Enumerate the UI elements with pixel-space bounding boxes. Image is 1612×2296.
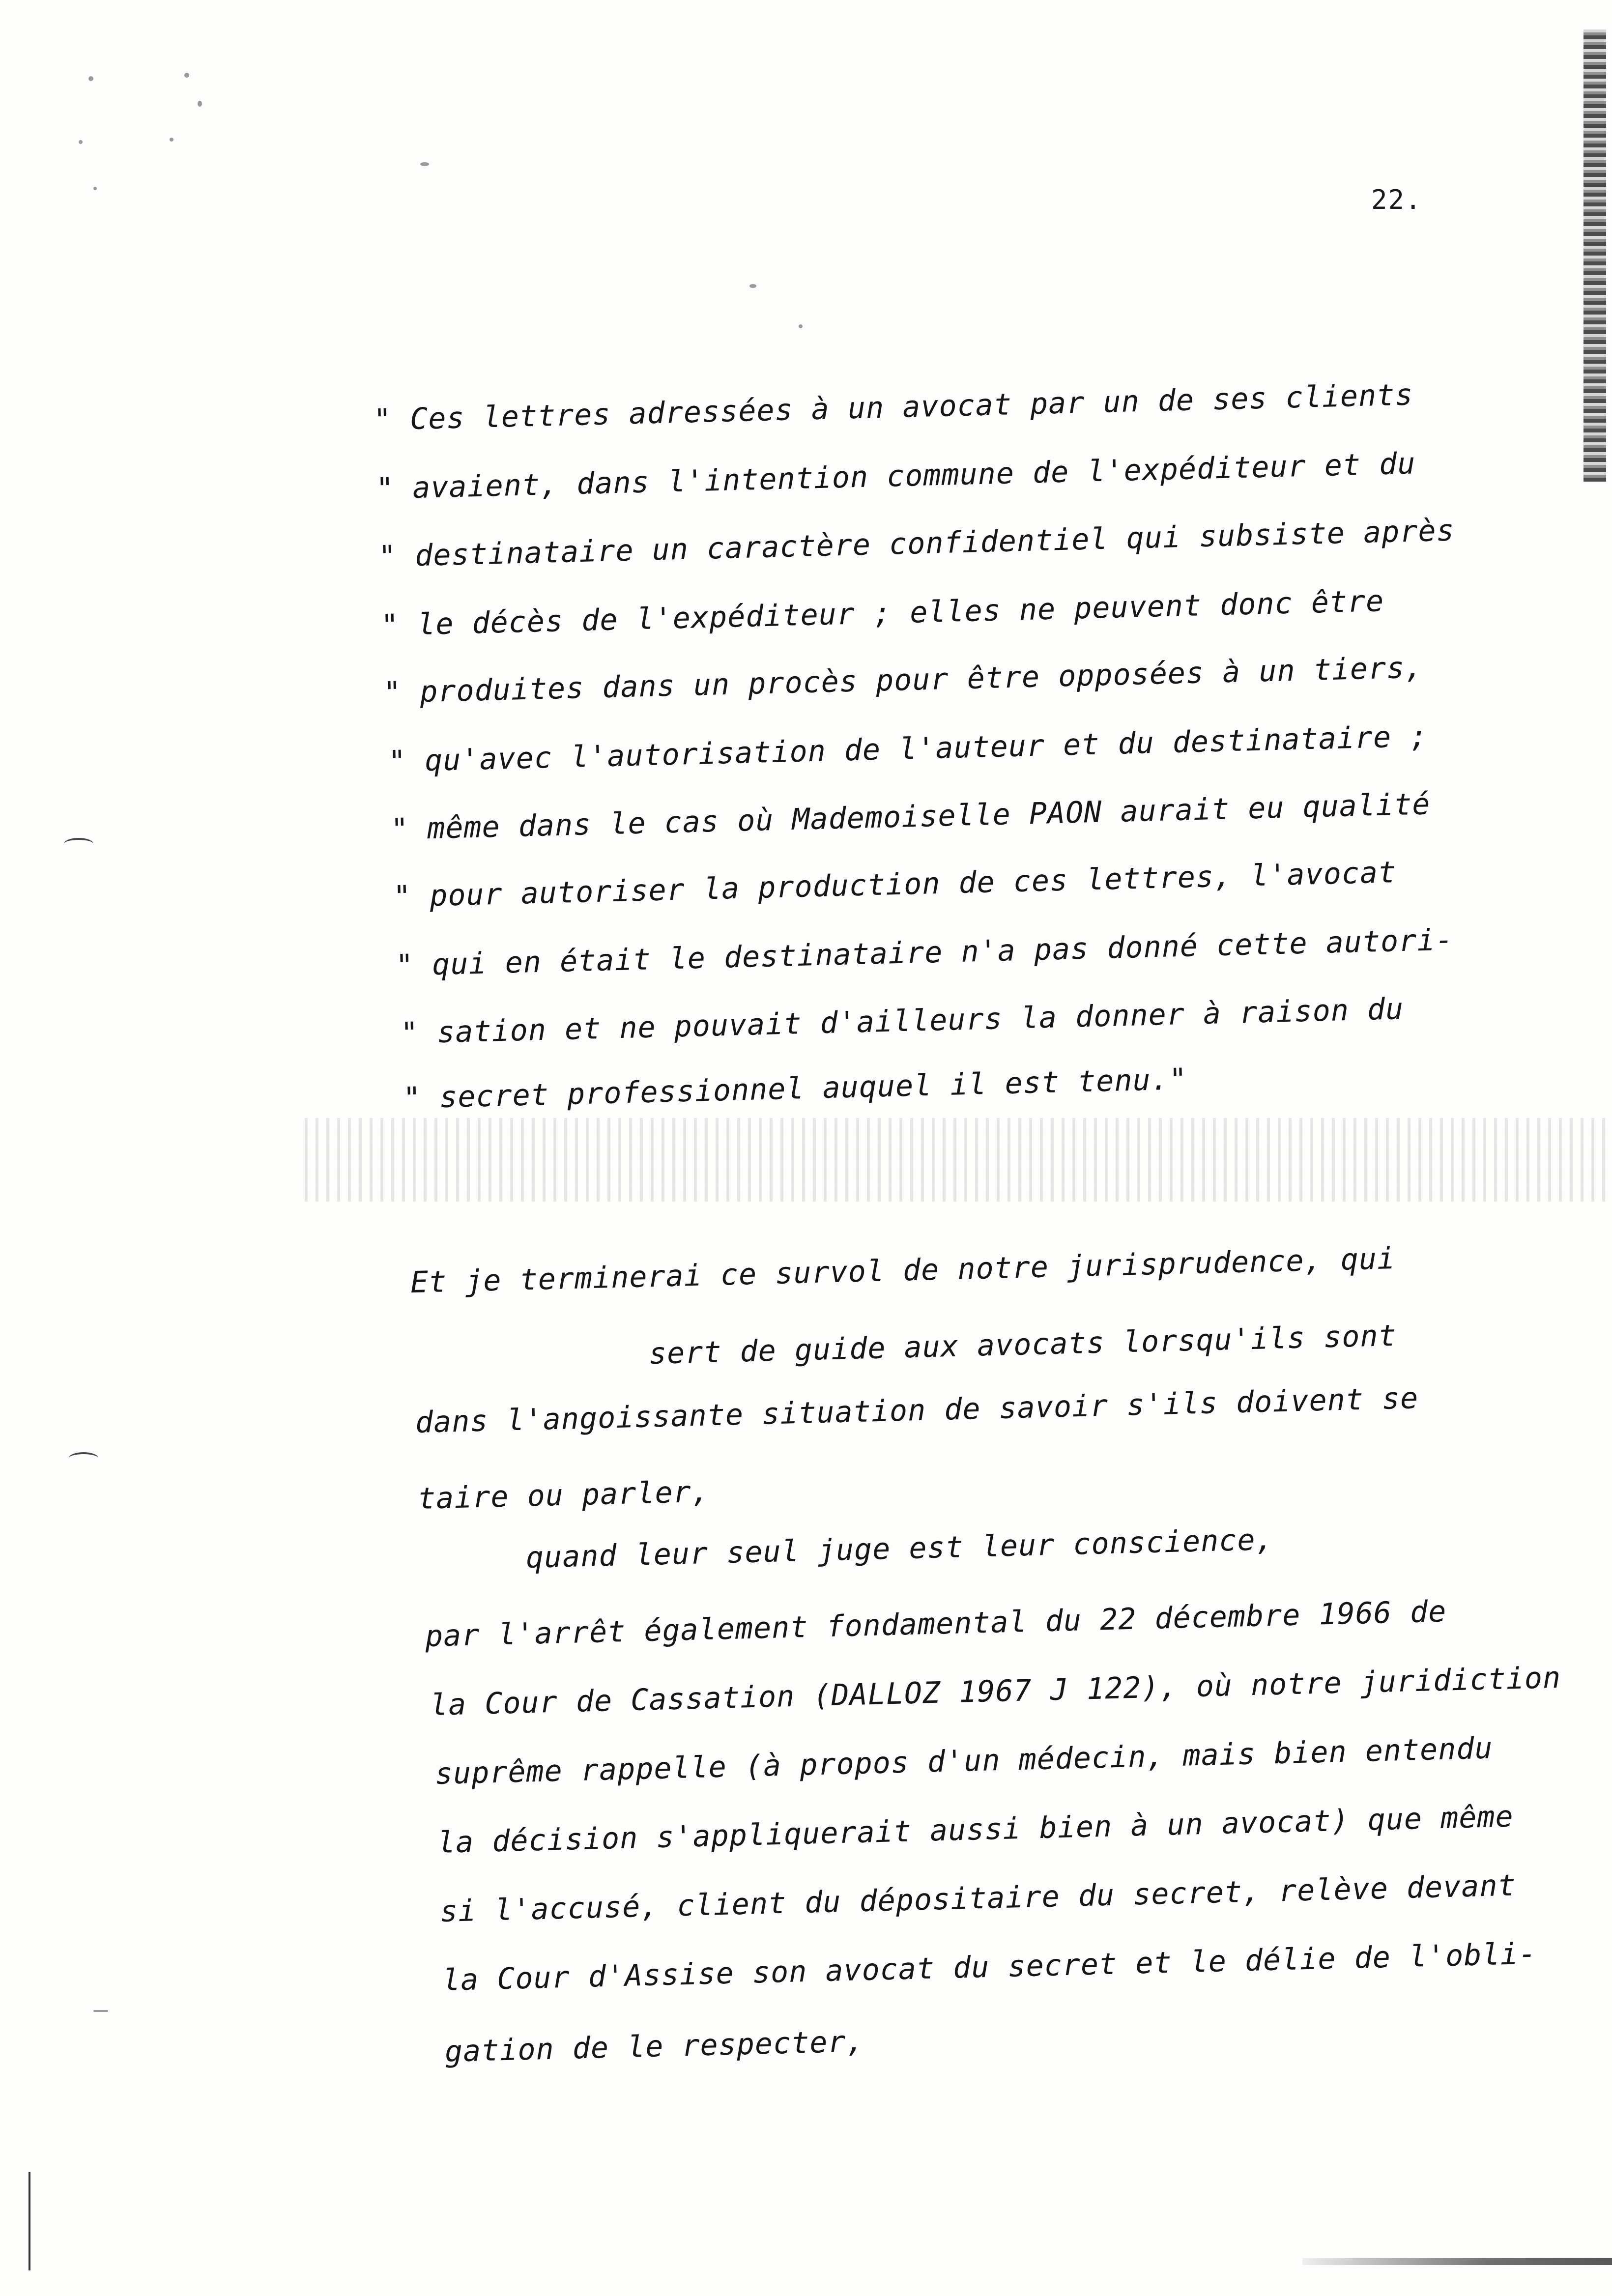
body-line: si l'accusé, client du dépositaire du secret, relève devant [439, 1868, 1517, 1929]
speck [93, 187, 97, 190]
body-line: la décision s'appliquerait aussi bien à un avocat) que même [437, 1799, 1514, 1860]
quote-line: " pour autoriser la production de ces lettres, l'avocat [393, 855, 1397, 914]
margin-mark [69, 1452, 98, 1464]
body-line: quand leur seul juge est leur conscience, [525, 1522, 1274, 1575]
quote-line: " destinataire un caractère confidentiel qui subsiste après [378, 513, 1455, 574]
body-line: par l'arrêt également fondamental du 22 décembre 1966 de [425, 1594, 1447, 1654]
body-line: taire ou parler, [417, 1474, 710, 1516]
scan-noise-band [305, 1118, 1607, 1202]
body-line: dans l'angoissante situation de savoir s'ils doivent se [415, 1381, 1419, 1440]
body-line: gation de le respecter, [444, 2024, 865, 2069]
quote-line: " secret professionnel auquel il est tenu." [403, 1062, 1188, 1116]
quote-line: " avaient, dans l'intention commune de l'expéditeur et du [375, 446, 1416, 506]
speck [79, 140, 83, 144]
quote-line: " sation et ne pouvait d'ailleurs la donner à raison du [400, 992, 1405, 1051]
body-line: la Cour d'Assise son avocat du secret et le délie de l'obli- [442, 1936, 1537, 1998]
body-line: suprême rappelle (à propos d'un médecin, mais bien entendu [434, 1731, 1494, 1791]
scan-edge-left [29, 2172, 30, 2270]
speck [170, 138, 173, 142]
body-line: sert de guide aux avocats lorsqu'ils sont [648, 1318, 1397, 1371]
speck [184, 73, 189, 78]
speck [198, 101, 202, 107]
quote-line: " le décès de l'expéditeur ; elles ne peuvent donc être [380, 584, 1385, 643]
quote-line: " qui en était le destinataire n'a pas donné cette autori- [395, 922, 1454, 983]
margin-mark [64, 838, 93, 850]
speck [420, 162, 429, 166]
speck [88, 76, 93, 81]
body-line: Et je terminerai ce survol de notre jurisprudence, qui [410, 1241, 1396, 1300]
speck [749, 284, 756, 288]
quote-line: " qu'avec l'autorisation de l'auteur et du destinataire ; [388, 719, 1429, 779]
quote-line: " produites dans un procès pour être opposées à un tiers, [383, 650, 1424, 710]
quote-line: " Ces lettres adressées à un avocat par un de ses clients [373, 377, 1414, 437]
scan-edge-bottom [1302, 2258, 1612, 2265]
quote-line: " même dans le cas où Mademoiselle PAON aurait eu qualité [390, 787, 1431, 847]
page-number: 22. [1371, 184, 1422, 215]
body-line: la Cour de Cassation (DALLOZ 1967 J 122), où notre juridiction [430, 1660, 1561, 1722]
scan-edge-right [1583, 29, 1606, 482]
speck [93, 2010, 108, 2012]
speck [799, 324, 803, 328]
